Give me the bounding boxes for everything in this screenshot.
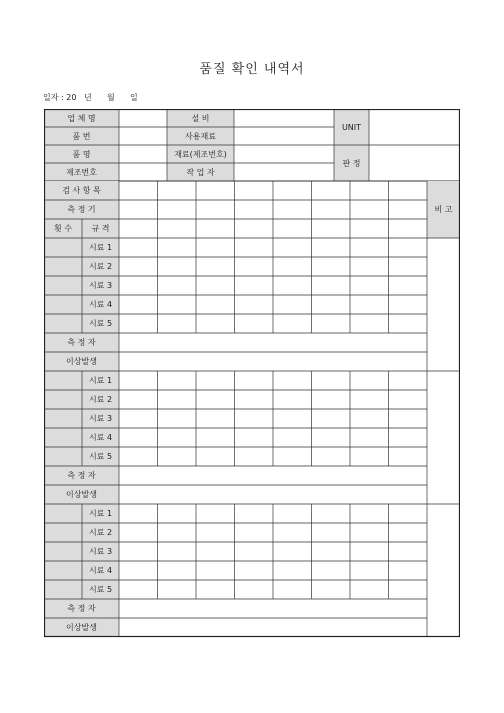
spec-cell[interactable] (158, 181, 197, 200)
measurement-cell[interactable] (389, 295, 428, 314)
measurement-cell[interactable] (389, 276, 428, 295)
measurer-label-1: 측 정 자 (67, 338, 96, 347)
measurement-cell[interactable] (158, 314, 197, 333)
measurement-cell[interactable] (158, 428, 197, 447)
measurement-cell[interactable] (312, 314, 351, 333)
measurement-cell[interactable] (350, 428, 389, 447)
count-label: 횟 수 (54, 224, 72, 233)
spec-cell[interactable] (158, 200, 197, 219)
spec-cell[interactable] (235, 181, 274, 200)
material-lot-value[interactable] (234, 145, 334, 163)
measurement-cell[interactable] (119, 523, 158, 542)
measurement-cell[interactable] (350, 523, 389, 542)
measurement-cell[interactable] (196, 295, 235, 314)
spec-cell[interactable] (312, 181, 351, 200)
measurement-cell[interactable] (312, 409, 351, 428)
measurement-cell[interactable] (312, 523, 351, 542)
measurement-cell[interactable] (196, 409, 235, 428)
remarks-value-3[interactable] (427, 504, 460, 637)
unit-value[interactable] (369, 109, 460, 145)
measurement-cell[interactable] (273, 523, 312, 542)
worker-label: 작 업 자 (186, 167, 215, 177)
measurement-cell[interactable] (312, 276, 351, 295)
worker-value[interactable] (234, 163, 334, 181)
abnormal-label-1: 이상발생 (66, 357, 97, 366)
measurement-cell[interactable] (389, 409, 428, 428)
measurement-cell[interactable] (350, 580, 389, 599)
measuring-tool-label: 측 정 기 (67, 205, 96, 214)
spec-cell[interactable] (273, 200, 312, 219)
measurement-cell[interactable] (389, 238, 428, 257)
abnormal-label-3: 이상발생 (66, 623, 97, 632)
item-name-value[interactable] (119, 145, 167, 163)
material-lot-label: 재료(제조번호) (174, 149, 227, 159)
measurement-cell[interactable] (196, 314, 235, 333)
spec-cell[interactable] (350, 181, 389, 200)
spec-cell[interactable] (350, 219, 389, 238)
measurement-cell[interactable] (119, 428, 158, 447)
measurement-cell[interactable] (273, 314, 312, 333)
sample-label-1-3: 시료 3 (88, 281, 113, 290)
spec-cell[interactable] (119, 200, 158, 219)
measurement-cell[interactable] (196, 276, 235, 295)
measurement-cell[interactable] (158, 580, 197, 599)
measurement-cell[interactable] (158, 542, 197, 561)
measurement-cell[interactable] (158, 409, 197, 428)
measurement-cell[interactable] (312, 257, 351, 276)
sample-label-2-4: 시료 4 (88, 433, 113, 442)
measurement-cell[interactable] (196, 447, 235, 466)
abnormal-value[interactable] (119, 618, 427, 637)
measurement-cell[interactable] (158, 371, 197, 390)
measurer-value[interactable] (119, 599, 427, 618)
measurement-cell[interactable] (273, 371, 312, 390)
material-value[interactable] (234, 127, 334, 145)
measurement-cell[interactable] (312, 542, 351, 561)
inspection-form (44, 109, 460, 641)
measurement-cell[interactable] (312, 428, 351, 447)
measurement-cell[interactable] (196, 561, 235, 580)
measurement-cell[interactable] (235, 580, 274, 599)
measurement-cell[interactable] (119, 371, 158, 390)
equipment-label: 설 비 (191, 113, 210, 123)
measurement-cell[interactable] (273, 238, 312, 257)
measurement-cell[interactable] (235, 428, 274, 447)
measurement-cell[interactable] (312, 447, 351, 466)
measurement-cell[interactable] (389, 390, 428, 409)
measurement-cell[interactable] (312, 504, 351, 523)
measurement-cell[interactable] (235, 447, 274, 466)
measurement-cell[interactable] (389, 580, 428, 599)
spec-cell[interactable] (235, 219, 274, 238)
measurement-cell[interactable] (312, 371, 351, 390)
measurement-cell[interactable] (312, 295, 351, 314)
measurement-cell[interactable] (235, 561, 274, 580)
measurement-cell[interactable] (312, 561, 351, 580)
measurer-value[interactable] (119, 466, 427, 485)
measurement-cell[interactable] (235, 295, 274, 314)
sample-label-3-5: 시료 5 (88, 585, 113, 594)
measurement-cell[interactable] (158, 295, 197, 314)
measurement-cell[interactable] (235, 523, 274, 542)
sample-label-1-2: 시료 2 (88, 262, 113, 271)
measurement-cell[interactable] (235, 371, 274, 390)
measurement-cell[interactable] (389, 523, 428, 542)
measurement-cell[interactable] (119, 504, 158, 523)
measurement-cell[interactable] (273, 447, 312, 466)
measurement-cell[interactable] (273, 504, 312, 523)
sample-label-3-4: 시료 4 (88, 566, 113, 575)
measurement-cell[interactable] (119, 447, 158, 466)
spec-cell[interactable] (350, 200, 389, 219)
judgment-label: 판 정 (342, 158, 361, 168)
measurement-cell[interactable] (235, 542, 274, 561)
measurement-cell[interactable] (350, 542, 389, 561)
spec-cell[interactable] (196, 181, 235, 200)
measurement-cell[interactable] (350, 390, 389, 409)
measurement-cell[interactable] (350, 295, 389, 314)
measurement-cell[interactable] (389, 561, 428, 580)
measurement-cell[interactable] (158, 447, 197, 466)
sample-label-1-1: 시료 1 (88, 243, 113, 252)
page-title: 품질 확인 내역서 (199, 62, 305, 77)
measurement-cell[interactable] (119, 314, 158, 333)
measurement-cell[interactable] (235, 276, 274, 295)
measurement-cell[interactable] (196, 580, 235, 599)
spec-cell[interactable] (119, 181, 158, 200)
measurement-cell[interactable] (119, 390, 158, 409)
measurement-cell[interactable] (389, 504, 428, 523)
judgment-value[interactable] (369, 145, 460, 181)
shaded-cell (44, 371, 82, 466)
measurer-value[interactable] (119, 333, 427, 352)
spec-cell[interactable] (389, 200, 428, 219)
measurement-cell[interactable] (158, 238, 197, 257)
lot-no-label: 제조번호 (66, 167, 97, 177)
sample-label-1-5: 시료 5 (88, 319, 113, 328)
measurement-cell[interactable] (119, 257, 158, 276)
standard-label: 규 격 (91, 224, 110, 233)
material-label: 사용재료 (185, 131, 216, 141)
shaded-cell (44, 504, 82, 599)
spec-cell[interactable] (312, 200, 351, 219)
measurement-cell[interactable] (312, 238, 351, 257)
measurement-cell[interactable] (196, 238, 235, 257)
measurement-cell[interactable] (389, 257, 428, 276)
measurement-cell[interactable] (235, 257, 274, 276)
sample-label-2-2: 시료 2 (88, 395, 113, 404)
measurement-cell[interactable] (273, 257, 312, 276)
sample-label-2-3: 시료 3 (88, 414, 113, 423)
measurement-cell[interactable] (273, 561, 312, 580)
sample-label-2-5: 시료 5 (88, 452, 113, 461)
remarks-value-2[interactable] (427, 371, 460, 504)
measurement-cell[interactable] (350, 447, 389, 466)
measurement-cell[interactable] (273, 428, 312, 447)
measurement-cell[interactable] (389, 447, 428, 466)
measurement-cell[interactable] (273, 295, 312, 314)
measurement-cell[interactable] (158, 561, 197, 580)
measurement-cell[interactable] (273, 542, 312, 561)
measurement-cell[interactable] (273, 390, 312, 409)
measurement-cell[interactable] (235, 314, 274, 333)
sample-label-3-2: 시료 2 (88, 528, 113, 537)
measurement-cell[interactable] (350, 276, 389, 295)
measurement-cell[interactable] (350, 314, 389, 333)
measurement-cell[interactable] (119, 295, 158, 314)
spec-cell[interactable] (158, 219, 197, 238)
spec-cell[interactable] (312, 219, 351, 238)
measurement-cell[interactable] (119, 561, 158, 580)
measurement-cell[interactable] (389, 542, 428, 561)
measurement-cell[interactable] (119, 409, 158, 428)
spec-cell[interactable] (389, 219, 428, 238)
unit-label: UNIT (341, 122, 362, 132)
measurement-cell[interactable] (312, 390, 351, 409)
abnormal-value[interactable] (119, 352, 427, 371)
measurement-cell[interactable] (350, 257, 389, 276)
measurement-cell[interactable] (196, 523, 235, 542)
abnormal-value[interactable] (119, 485, 427, 504)
item-name-label: 품 명 (72, 149, 91, 159)
inspection-item-label: 검 사 항 목 (62, 186, 101, 195)
measurement-cell[interactable] (235, 409, 274, 428)
spec-cell[interactable] (273, 219, 312, 238)
spec-cell[interactable] (196, 200, 235, 219)
measurement-cell[interactable] (196, 390, 235, 409)
shaded-cell (44, 238, 82, 333)
measurement-cell[interactable] (119, 238, 158, 257)
measurer-label-2: 측 정 자 (67, 471, 96, 480)
date-line: 일자 : 20 년 월 일 (43, 93, 138, 102)
measurement-cell[interactable] (350, 409, 389, 428)
measurer-label-3: 측 정 자 (67, 604, 96, 613)
measurement-cell[interactable] (273, 580, 312, 599)
sample-label-1-4: 시료 4 (88, 300, 113, 309)
measurement-cell[interactable] (196, 542, 235, 561)
measurement-cell[interactable] (119, 542, 158, 561)
measurement-cell[interactable] (119, 276, 158, 295)
measurement-cell[interactable] (389, 371, 428, 390)
measurement-cell[interactable] (350, 561, 389, 580)
spec-cell[interactable] (273, 181, 312, 200)
measurement-cell[interactable] (158, 390, 197, 409)
sample-label-3-3: 시료 3 (88, 547, 113, 556)
measurement-cell[interactable] (196, 257, 235, 276)
measurement-cell[interactable] (158, 276, 197, 295)
lot-no-value[interactable] (119, 163, 167, 181)
measurement-cell[interactable] (158, 504, 197, 523)
measurement-cell[interactable] (389, 428, 428, 447)
sample-label-3-1: 시료 1 (88, 509, 113, 518)
spec-cell[interactable] (119, 219, 158, 238)
sample-label-2-1: 시료 1 (88, 376, 113, 385)
measurement-cell[interactable] (235, 504, 274, 523)
measurement-cell[interactable] (235, 238, 274, 257)
spec-cell[interactable] (389, 181, 428, 200)
part-no-label: 품 번 (72, 131, 91, 141)
measurement-cell[interactable] (235, 390, 274, 409)
spec-cell[interactable] (196, 219, 235, 238)
abnormal-label-2: 이상발생 (66, 490, 97, 499)
remarks-value-1[interactable] (427, 238, 460, 371)
measurement-cell[interactable] (273, 409, 312, 428)
measurement-cell[interactable] (312, 580, 351, 599)
measurement-cell[interactable] (350, 371, 389, 390)
measurement-cell[interactable] (389, 314, 428, 333)
equipment-value[interactable] (234, 109, 334, 127)
remarks-label: 비 고 (434, 205, 453, 214)
measurement-cell[interactable] (158, 257, 197, 276)
measurement-cell[interactable] (350, 238, 389, 257)
measurement-cell[interactable] (196, 428, 235, 447)
measurement-cell[interactable] (119, 580, 158, 599)
company-label: 업 체 명 (67, 113, 96, 123)
measurement-cell[interactable] (273, 276, 312, 295)
company-value[interactable] (119, 109, 167, 127)
part-no-value[interactable] (119, 127, 167, 145)
measurement-cell[interactable] (350, 504, 389, 523)
measurement-cell[interactable] (196, 371, 235, 390)
spec-cell[interactable] (235, 200, 274, 219)
measurement-cell[interactable] (158, 523, 197, 542)
measurement-cell[interactable] (196, 504, 235, 523)
